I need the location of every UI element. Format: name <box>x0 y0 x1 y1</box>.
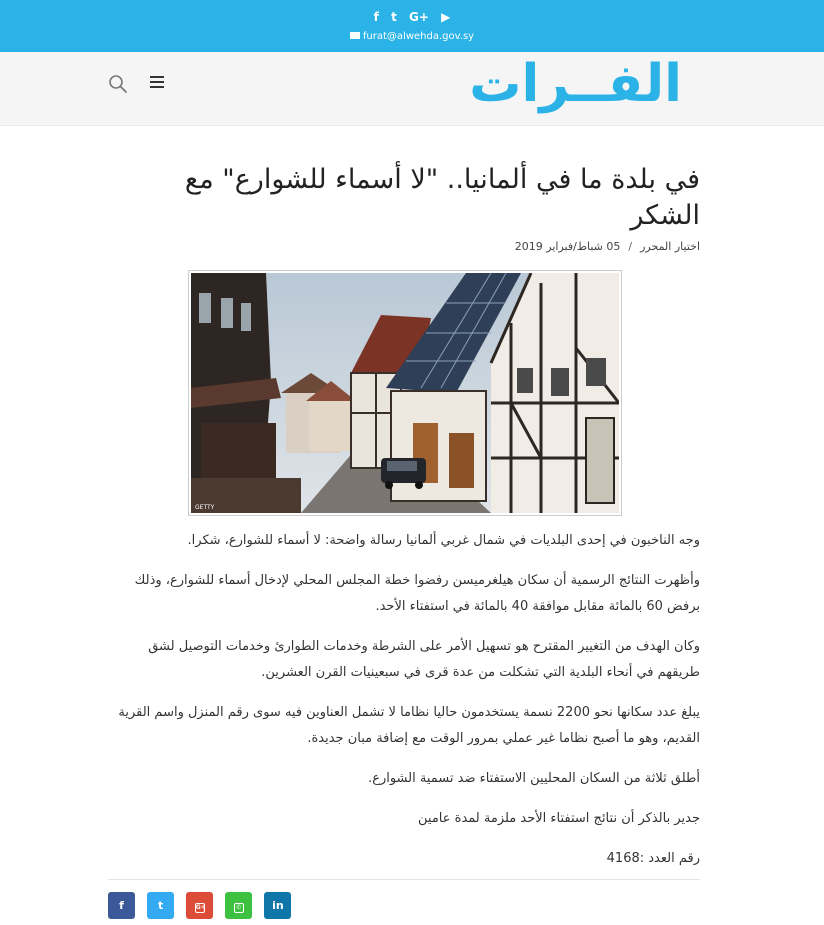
article-date: 05 شباط/فبراير 2019 <box>514 240 621 253</box>
linkedin-share-button[interactable]: in <box>264 892 291 919</box>
whatsapp-icon: ✆ <box>234 903 244 913</box>
share-divider <box>108 879 700 880</box>
article-title: في بلدة ما في ألمانيا.. "لا أسماء للشوارع" مع الشكر <box>184 164 700 231</box>
article-meta <box>108 240 700 253</box>
article-paragraph: أطلق ثلاثة من السكان المحليين الاستفتاء ضد تسمية الشوارع. <box>368 771 700 786</box>
search-icon[interactable] <box>108 74 128 94</box>
article-category[interactable]: اختيار المحرر <box>640 240 700 253</box>
twitter-share-button[interactable]: t <box>147 892 174 919</box>
google-plus-icon: G+ <box>195 904 206 911</box>
whatsapp-share-button[interactable] <box>225 892 252 919</box>
share-bar <box>108 892 298 920</box>
article-body <box>108 528 700 886</box>
twitter-icon[interactable]: t <box>391 10 397 24</box>
youtube-icon[interactable]: ▶ <box>441 10 451 24</box>
google-plus-share-button[interactable] <box>186 892 213 919</box>
article-paragraph: وكان الهدف من التغيير المقترح هو تسهيل الأمر على الشرطة وخدمات الطوارئ وخدمات التوصيل لشق طريقهم في أنحاء البلدية التي تشكلت من عدة قرى في سبعينيات القرن العشرين. <box>148 639 700 680</box>
image-credit: GETTY <box>195 504 215 511</box>
meta-separator: / <box>628 240 633 253</box>
site-header <box>0 52 824 126</box>
menu-icon[interactable] <box>150 76 164 89</box>
site-logo[interactable]: الفــرات <box>469 54 682 114</box>
issue-number: رقم العدد :4168 <box>606 851 700 866</box>
envelope-icon <box>350 32 360 39</box>
article <box>108 126 700 866</box>
article-paragraph: يبلغ عدد سكانها نحو 2200 نسمة يستخدمون حاليا نظاما لا تشمل العناوين فيه سوى رقم المنزل واسم القرية القديم، وهو ما أصبح نظاما غير عملي بمرور الوقت مع إضافة مبان جديدة. <box>118 705 700 746</box>
village-photo <box>191 273 619 513</box>
social-links <box>0 10 824 24</box>
facebook-share-button[interactable]: f <box>108 892 135 919</box>
google-plus-icon[interactable]: G+ <box>409 10 429 24</box>
article-paragraph: وأظهرت النتائج الرسمية أن سكان هيلغرميسن رفضوا خطة المجلس المحلي لإدخال أسماء للشوارع، وذلك برفض 60 بالمائة مقابل موافقة 40 بالمائة في استفتاء الأحد. <box>134 573 700 614</box>
article-paragraph: وجه الناخبون في إحدى البلديات في شمال غربي ألمانيا رسالة واضحة: لا أسماء للشوارع، شكرا. <box>187 533 700 548</box>
facebook-icon[interactable]: f <box>373 10 379 24</box>
article-image <box>188 270 622 516</box>
top-bar <box>0 0 824 52</box>
email-text[interactable]: furat@alwehda.gov.sy <box>362 31 475 42</box>
contact-email[interactable] <box>0 31 824 42</box>
article-paragraph: جدير بالذكر أن نتائج استفتاء الأحد ملزمة لمدة عامين <box>418 811 700 826</box>
